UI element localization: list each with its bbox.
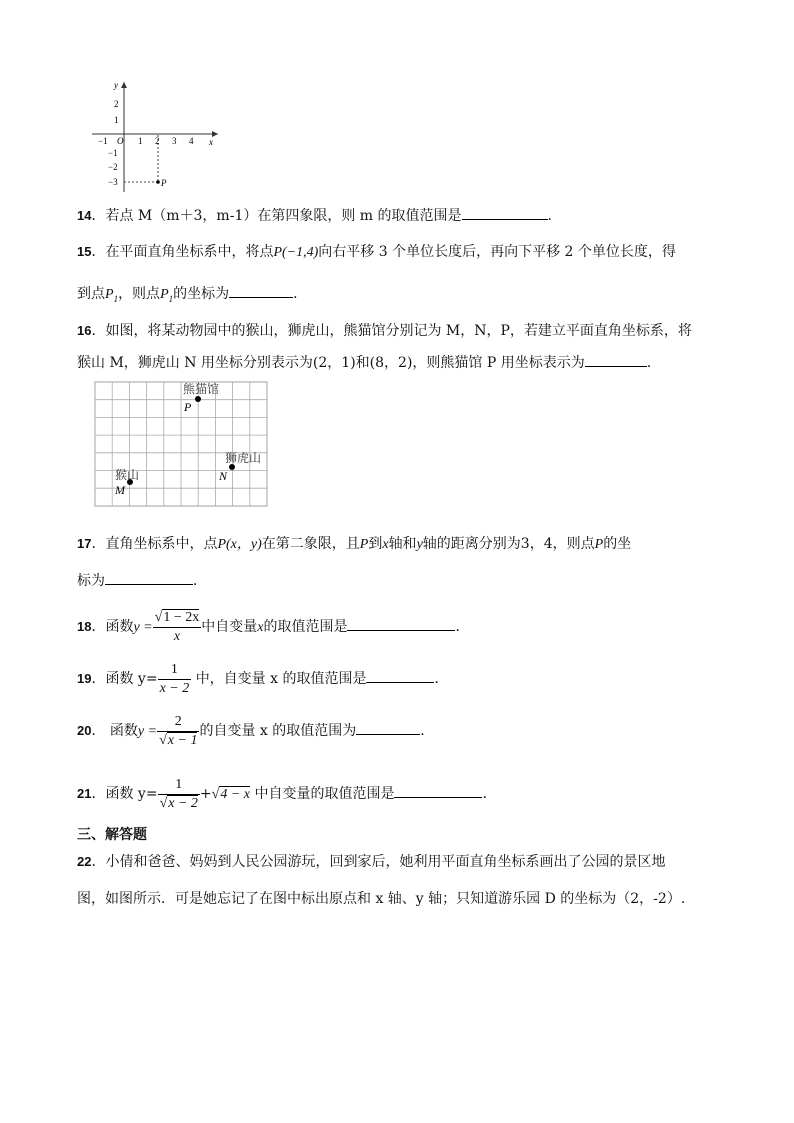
fraction: $\frac{1}{√x - 2}$ <box>159 776 198 811</box>
fraction <box>158 661 192 698</box>
fraction: $\frac{2}{√x - 1}$ <box>159 713 198 748</box>
question-end: ． <box>293 286 308 302</box>
question-number: 14 <box>77 208 92 223</box>
question-text: 中自变量的取值范围是 <box>254 786 395 802</box>
question-16-line-1 <box>77 321 692 341</box>
x-tick-4: 4 <box>189 136 194 146</box>
question-text: ， <box>529 536 544 552</box>
answer-blank[interactable] <box>462 205 548 220</box>
section-title: 三、解答题 <box>77 826 147 842</box>
point-p-label: P <box>184 400 192 414</box>
x-tick-neg1: −1 <box>98 136 108 146</box>
x-tick-1: 1 <box>138 136 143 146</box>
panda-hall-label: 熊猫馆 <box>183 382 220 396</box>
point-p1: $P_1$ <box>105 287 119 304</box>
question-text: 的坐 <box>603 536 632 552</box>
answer-blank[interactable] <box>356 720 420 735</box>
question-text: 标为 <box>77 573 105 589</box>
question-text: 猴山 M，狮虎山 N 用坐标分别表示为(2，1)和(8，2)，则熊猫馆 P 用坐标表示为 <box>77 355 585 371</box>
point-m-label: M <box>115 483 125 497</box>
answer-blank[interactable] <box>347 616 455 631</box>
question-number: 19 <box>77 671 92 686</box>
question-text: ，则点 <box>552 536 595 552</box>
question-text: 轴和 <box>388 536 417 552</box>
question-end: ． <box>434 671 449 687</box>
question-text: ，则点 <box>118 286 161 302</box>
function-lhs: y = <box>133 620 153 635</box>
question-text: 中，自变量 x 的取值范围是 <box>195 671 367 687</box>
question-end: . <box>420 723 425 739</box>
denominator: x − 2 <box>159 680 190 696</box>
y-tick-neg3: −3 <box>108 177 118 187</box>
question-22-line-2 <box>77 889 685 909</box>
denominator: x <box>153 627 202 646</box>
variable-x: x <box>257 620 264 635</box>
coordinate-figure-1 <box>88 78 228 196</box>
question-text: ．若点 M（m＋3，m-1）在第四象限，则 m 的取值范围是 <box>91 208 462 224</box>
question-22-line-1 <box>77 852 665 872</box>
denominator: x − 1 <box>167 732 198 748</box>
point-p1: $P_1$ <box>160 287 174 304</box>
plus-sign: + <box>199 786 212 802</box>
point-p-label: P <box>161 178 167 188</box>
variable-y: y <box>416 537 423 552</box>
radicand: 4 − x <box>220 787 251 802</box>
function-lhs: y = <box>137 724 158 739</box>
y-tick-neg1: −1 <box>108 148 118 158</box>
numerator: 2 <box>174 713 182 729</box>
question-number: 20 <box>77 723 92 738</box>
x-tick-3: 3 <box>172 136 177 146</box>
question-text: ． 函数 <box>91 723 138 739</box>
question-text: 图，如图所示．可是她忘记了在图中标出原点和 x 轴、y 轴；只知道游乐园 D 的坐标为（2，-2）. <box>77 891 686 907</box>
point-p: P <box>359 537 369 552</box>
question-text: ．函数 y= <box>91 786 158 802</box>
point-expression: P(−1,4) <box>273 245 319 260</box>
distance-value: 3 <box>520 536 530 552</box>
question-17-line-1 <box>77 534 631 555</box>
question-text: ．小倩和爸爸、妈妈到人民公园游玩，回到家后，她利用平面直角坐标系画出了公园的景区地 <box>91 854 666 870</box>
question-text: 中自变量 <box>201 619 258 635</box>
point-p: P <box>594 537 604 552</box>
answer-blank[interactable] <box>585 352 647 367</box>
question-text: 的坐标为 <box>173 286 230 302</box>
question-19 <box>77 659 448 699</box>
distance-value: 4 <box>543 536 553 552</box>
point-n-label: N <box>219 469 228 483</box>
question-number: 18 <box>77 619 92 634</box>
question-end: . <box>646 355 652 371</box>
question-15-line-1 <box>77 242 676 263</box>
question-text: ．如图，将某动物园中的猴山，狮虎山，熊猫馆分别记为 M，N，P，若建立平面直角坐标系，将 <box>91 323 692 339</box>
question-text: ．函数 <box>91 619 134 635</box>
question-text: ．在平面直角坐标系中，将点 <box>91 244 274 260</box>
question-text: 在第二象限，且 <box>261 536 360 552</box>
question-text: 的取值范围是 <box>263 619 348 635</box>
zoo-grid-map <box>91 380 271 510</box>
question-number: 22 <box>77 854 92 869</box>
question-end: . <box>547 208 552 224</box>
x-tick-2: 2 <box>155 136 160 146</box>
numerator: 1 − 2x <box>163 609 200 625</box>
answer-blank[interactable] <box>394 783 482 798</box>
point-expression: P(x，y) <box>217 537 262 552</box>
variable-x: x <box>382 537 389 552</box>
question-text: ．函数 y= <box>91 671 158 687</box>
question-number: 21 <box>77 786 92 801</box>
question-text: 到点 <box>77 286 105 302</box>
question-number: 15 <box>77 244 92 259</box>
question-text: 到 <box>368 536 383 552</box>
question-18 <box>77 607 469 648</box>
y-tick-neg2: −2 <box>108 162 118 172</box>
question-end: ． <box>455 619 470 635</box>
question-end: ． <box>193 573 207 589</box>
numerator: 1 <box>175 776 183 792</box>
question-15-line-2 <box>77 283 307 309</box>
y-tick-1: 1 <box>114 115 119 125</box>
tiger-hill-label: 狮虎山 <box>225 451 262 465</box>
y-tick-2: 2 <box>114 99 119 109</box>
question-text: ．直角坐标系中，点 <box>91 536 218 552</box>
answer-blank[interactable] <box>229 283 293 298</box>
numerator: 1 <box>170 661 178 677</box>
question-number: 16 <box>77 323 92 338</box>
question-21: 21．函数 y= $\frac{1}{√x - 2}$ +√4 − x 中自变量的取值范围是 . <box>77 776 487 811</box>
question-text: 向右平移 3 个单位长度后，再向下平移 2 个单位长度，得 <box>318 244 676 260</box>
denominator: x − 2 <box>168 795 198 811</box>
question-text: 的自变量 x 的取值范围为 <box>199 723 357 739</box>
question-16-line-2 <box>77 352 651 373</box>
x-axis-label: x <box>209 137 213 147</box>
monkey-hill-label: 猴山 <box>115 468 140 482</box>
y-axis-label: y <box>114 80 118 90</box>
question-text: 轴的距离分别为 <box>422 536 521 552</box>
question-20 <box>77 711 425 752</box>
question-end: . <box>482 786 487 802</box>
question-14 <box>77 205 552 226</box>
origin-label: O <box>117 136 124 146</box>
answer-blank[interactable] <box>366 668 434 683</box>
fraction: $\frac{√1 - 2x}{x}$ <box>154 609 200 644</box>
answer-blank[interactable] <box>105 570 193 585</box>
question-17-line-2 <box>77 570 207 591</box>
question-number: 17 <box>77 536 92 551</box>
